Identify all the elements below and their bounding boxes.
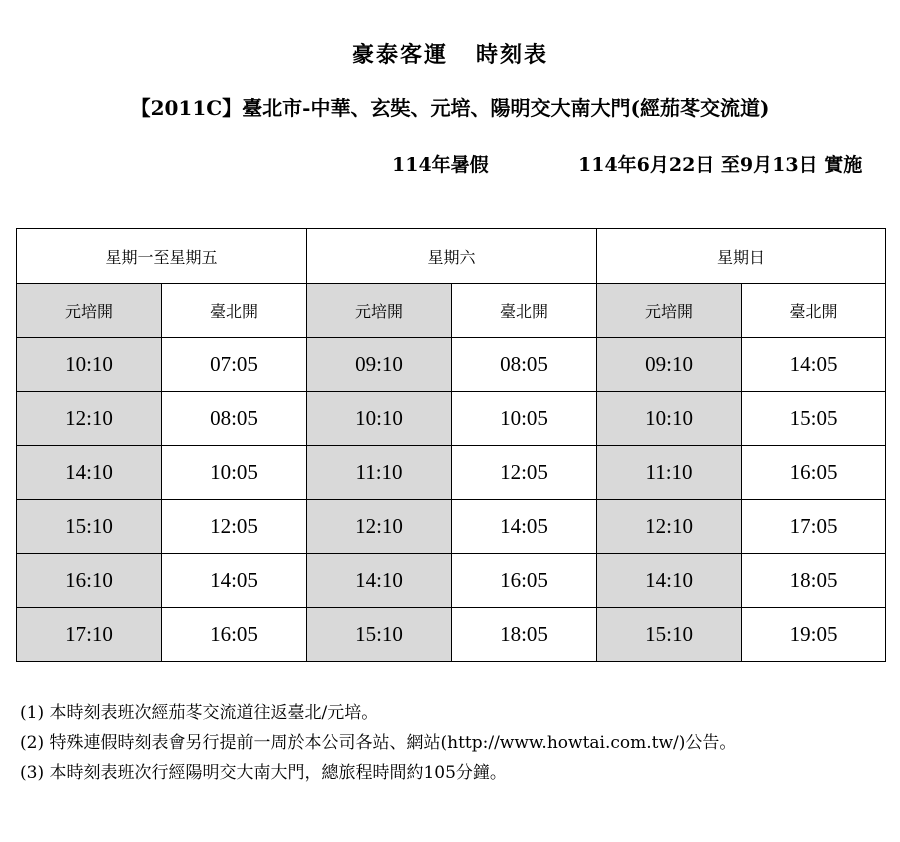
time-cell: 10:10 <box>597 392 742 446</box>
day-header-row <box>17 229 886 284</box>
time-cell: 14:05 <box>452 500 597 554</box>
time-cell: 10:05 <box>452 392 597 446</box>
time-cell: 08:05 <box>162 392 307 446</box>
table-row <box>17 500 886 554</box>
time-cell: 16:05 <box>162 608 307 662</box>
time-cell: 09:10 <box>597 338 742 392</box>
time-cell: 10:10 <box>307 392 452 446</box>
time-cell: 12:10 <box>307 500 452 554</box>
note-item: (1) 本時刻表班次經茄苳交流道往返臺北/元培。 <box>20 703 379 723</box>
column-header: 元培開 <box>17 284 162 338</box>
time-cell: 16:10 <box>17 554 162 608</box>
time-cell: 14:05 <box>742 338 886 392</box>
time-cell: 12:05 <box>452 446 597 500</box>
time-cell: 14:10 <box>597 554 742 608</box>
timetable <box>16 228 886 662</box>
day-weekday: 星期一至星期五 <box>17 229 307 284</box>
time-cell: 18:05 <box>742 554 886 608</box>
time-cell: 14:10 <box>17 446 162 500</box>
note-item: (3) 本時刻表班次行經陽明交大南大門，總旅程時間約105分鐘。 <box>20 763 507 783</box>
day-saturday: 星期六 <box>307 229 597 284</box>
time-cell: 08:05 <box>452 338 597 392</box>
column-header: 臺北開 <box>742 284 886 338</box>
table-row <box>17 608 886 662</box>
time-cell: 15:10 <box>307 608 452 662</box>
time-cell: 09:10 <box>307 338 452 392</box>
table-row <box>17 554 886 608</box>
time-cell: 10:10 <box>17 338 162 392</box>
time-cell: 11:10 <box>597 446 742 500</box>
time-cell: 11:10 <box>307 446 452 500</box>
time-cell: 18:05 <box>452 608 597 662</box>
route-title: 【2011C】臺北市-中華、玄奘、元培、陽明交大南大門(經茄苳交流道) <box>130 96 770 120</box>
time-cell: 15:10 <box>17 500 162 554</box>
season-label: 114年暑假 <box>392 154 489 176</box>
column-header-row <box>17 284 886 338</box>
time-cell: 12:10 <box>597 500 742 554</box>
notes-list <box>20 698 736 788</box>
time-cell: 15:10 <box>597 608 742 662</box>
column-header: 元培開 <box>597 284 742 338</box>
time-cell: 12:10 <box>17 392 162 446</box>
table-row <box>17 338 886 392</box>
time-cell: 16:05 <box>742 446 886 500</box>
time-cell: 16:05 <box>452 554 597 608</box>
time-cell: 14:10 <box>307 554 452 608</box>
note-item: (2) 特殊連假時刻表會另行提前一周於本公司各站、網站(http://www.howtai.com.tw/)公告。 <box>20 733 737 753</box>
column-header: 臺北開 <box>162 284 307 338</box>
column-header: 元培開 <box>307 284 452 338</box>
table-row <box>17 446 886 500</box>
table-row <box>17 392 886 446</box>
day-sunday: 星期日 <box>597 229 886 284</box>
time-cell: 07:05 <box>162 338 307 392</box>
company-name: 豪泰客運 <box>351 42 448 68</box>
effective-dates: 114年6月22日 至9月13日 實施 <box>578 154 863 176</box>
time-cell: 15:05 <box>742 392 886 446</box>
column-header: 臺北開 <box>452 284 597 338</box>
document-title <box>0 38 900 69</box>
doc-name: 時刻表 <box>476 42 549 68</box>
time-cell: 10:05 <box>162 446 307 500</box>
time-cell: 17:05 <box>742 500 886 554</box>
time-cell: 12:05 <box>162 500 307 554</box>
time-cell: 17:10 <box>17 608 162 662</box>
time-cell: 19:05 <box>742 608 886 662</box>
time-cell: 14:05 <box>162 554 307 608</box>
